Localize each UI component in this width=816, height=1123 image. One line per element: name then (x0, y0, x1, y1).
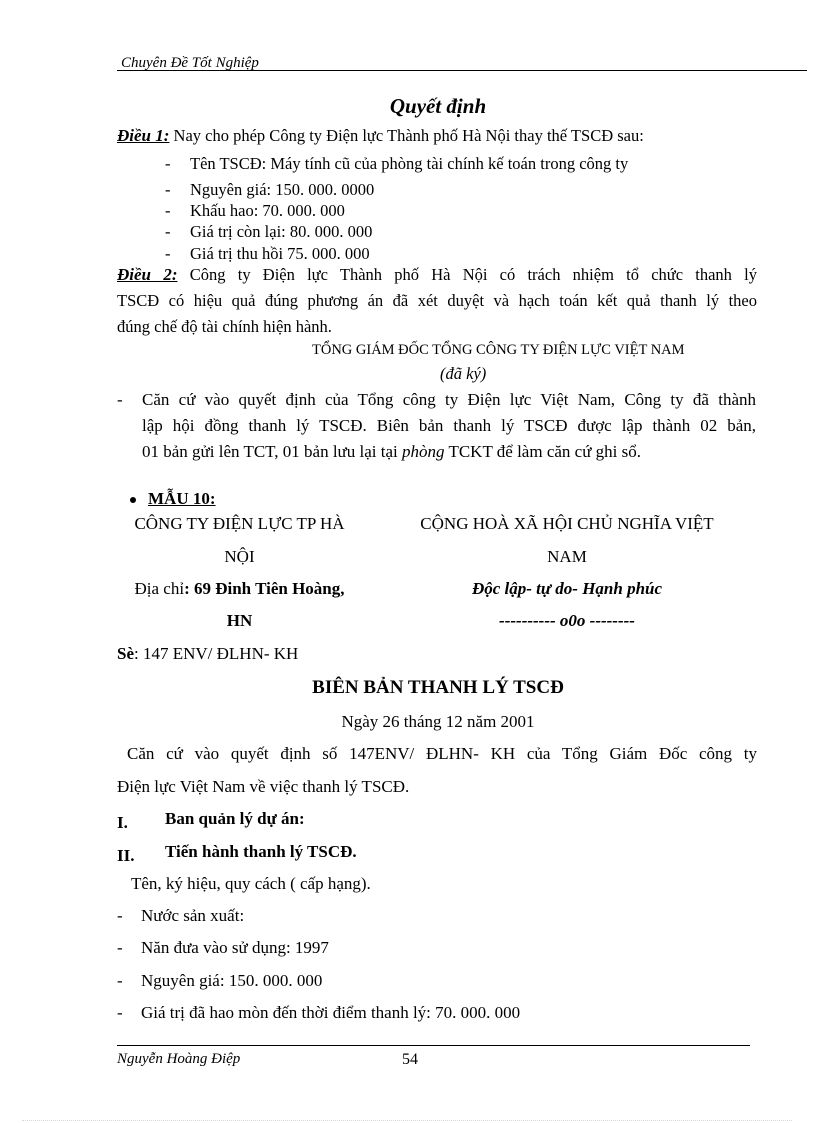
list-item: - (117, 906, 123, 925)
company-name-line-2: NỘI (224, 547, 255, 566)
list-item-text: Giá trị đã hao mòn đến thời điểm thanh lý: 70. 000. 000 (141, 1003, 521, 1022)
minutes-date: Ngày 26 tháng 12 năm 2001 (341, 712, 535, 731)
list-item-text: Nguyên giá: 150. 000. 000 (141, 971, 323, 990)
section-2-number: II. (117, 846, 135, 865)
running-header: Chuyên Đề Tốt Nghiệp (121, 55, 259, 71)
list-item: - (165, 154, 171, 173)
list-item: - (165, 201, 171, 220)
spec-line: Tên, ký hiệu, quy cách ( cấp hạng). (131, 874, 371, 893)
article-1-label: Điều 1: (117, 126, 170, 145)
article-1-text: Nay cho phép Công ty Điện lực Thành phố Hà Nội thay thế TSCĐ sau: (173, 126, 644, 145)
nation-line-1: CỘNG HOÀ XÃ HỘI CHỦ NGHĨA VIỆT (420, 514, 714, 533)
header-rule (117, 70, 807, 71)
list-item: - (117, 938, 123, 957)
list-item-text: Nguyên giá: 150. 000. 0000 (190, 180, 375, 199)
nation-line-2: NAM (547, 547, 587, 566)
list-item-text: Giá trị thu hồi 75. 000. 000 (190, 244, 370, 263)
company-address-line-2: HN (226, 611, 253, 630)
list-item: - (165, 180, 171, 199)
article-2-text: Công ty Điện lực Thành phố Hà Nội có trách nhiệm tổ chức thanh lý (189, 265, 757, 284)
page-bottom-dotted-rule (22, 1120, 792, 1121)
basis-dash: - (117, 390, 123, 409)
page-number: 54 (402, 1051, 418, 1068)
list-item: - (165, 244, 171, 263)
list-item: - (165, 222, 171, 241)
document-number: Sè: 147 ENV/ ĐLHN- KH (117, 644, 299, 663)
article-2-label: Điều 2: (117, 265, 178, 284)
article-2-line-2: TSCĐ có hiệu quả đúng phương án đã xét duyệt và hạch toán kết quả thanh lý theo (117, 291, 757, 310)
company-name-line-1: CÔNG TY ĐIỆN LỰC TP HÀ (134, 514, 345, 533)
basis-line-2: lập hội đồng thanh lý TSCĐ. Biên bản thanh lý TSCĐ được lập thành 02 bản, (142, 416, 756, 435)
motto-rule: ---------- o0o -------- (499, 611, 635, 630)
list-item-text: Năn đưa vào sử dụng: 1997 (141, 938, 329, 957)
minutes-basis-line-2: Điện lực Việt Nam về việc thanh lý TSCĐ. (117, 777, 410, 796)
bullet-icon (130, 497, 136, 503)
section-1-title: Ban quản lý dự án: (165, 809, 305, 828)
list-item-text: Tên TSCĐ: Máy tính cũ của phòng tài chính kế toán trong công ty (190, 154, 629, 173)
section-1-number: I. (117, 813, 128, 832)
list-item: - (117, 1003, 123, 1022)
company-address: Địa chỉ: 69 Đinh Tiên Hoàng, (134, 579, 345, 598)
list-item-text: Nước sản xuất: (141, 906, 245, 925)
list-item: - (117, 971, 123, 990)
footer-rule (117, 1045, 750, 1046)
minutes-basis-line-1: Căn cứ vào quyết định số 147ENV/ ĐLHN- KH của Tổng Giám Đốc công ty (127, 744, 757, 763)
basis-line-1: Căn cứ vào quyết định của Tổng công ty Điện lực Việt Nam, Công ty đã thành (142, 390, 756, 409)
section-2-title: Tiến hành thanh lý TSCĐ. (165, 842, 357, 861)
list-item-text: Khấu hao: 70. 000. 000 (190, 201, 345, 220)
minutes-title: BIÊN BẢN THANH LÝ TSCĐ (312, 677, 564, 698)
signer-title: TỔNG GIÁM ĐỐC TỔNG CÔNG TY ĐIỆN LỰC VIỆT NAM (312, 342, 685, 358)
article-2-line-1 (117, 265, 757, 285)
basis-line-3: 01 bản gửi lên TCT, 01 bản lưu lại tại phòng TCKT để làm căn cứ ghi sổ. (142, 442, 642, 461)
signed-note: (đã ký) (440, 364, 487, 383)
motto: Độc lập- tự do- Hạnh phúc (471, 579, 663, 598)
form-label: MẪU 10: (130, 489, 216, 509)
article-2-line-3: đúng chế độ tài chính hiện hành. (117, 317, 332, 336)
footer-author: Nguyễn Hoàng Điệp (117, 1051, 241, 1067)
article-1 (117, 126, 644, 146)
list-item-text: Giá trị còn lại: 80. 000. 000 (190, 222, 373, 241)
decision-title: Quyết định (389, 94, 487, 118)
